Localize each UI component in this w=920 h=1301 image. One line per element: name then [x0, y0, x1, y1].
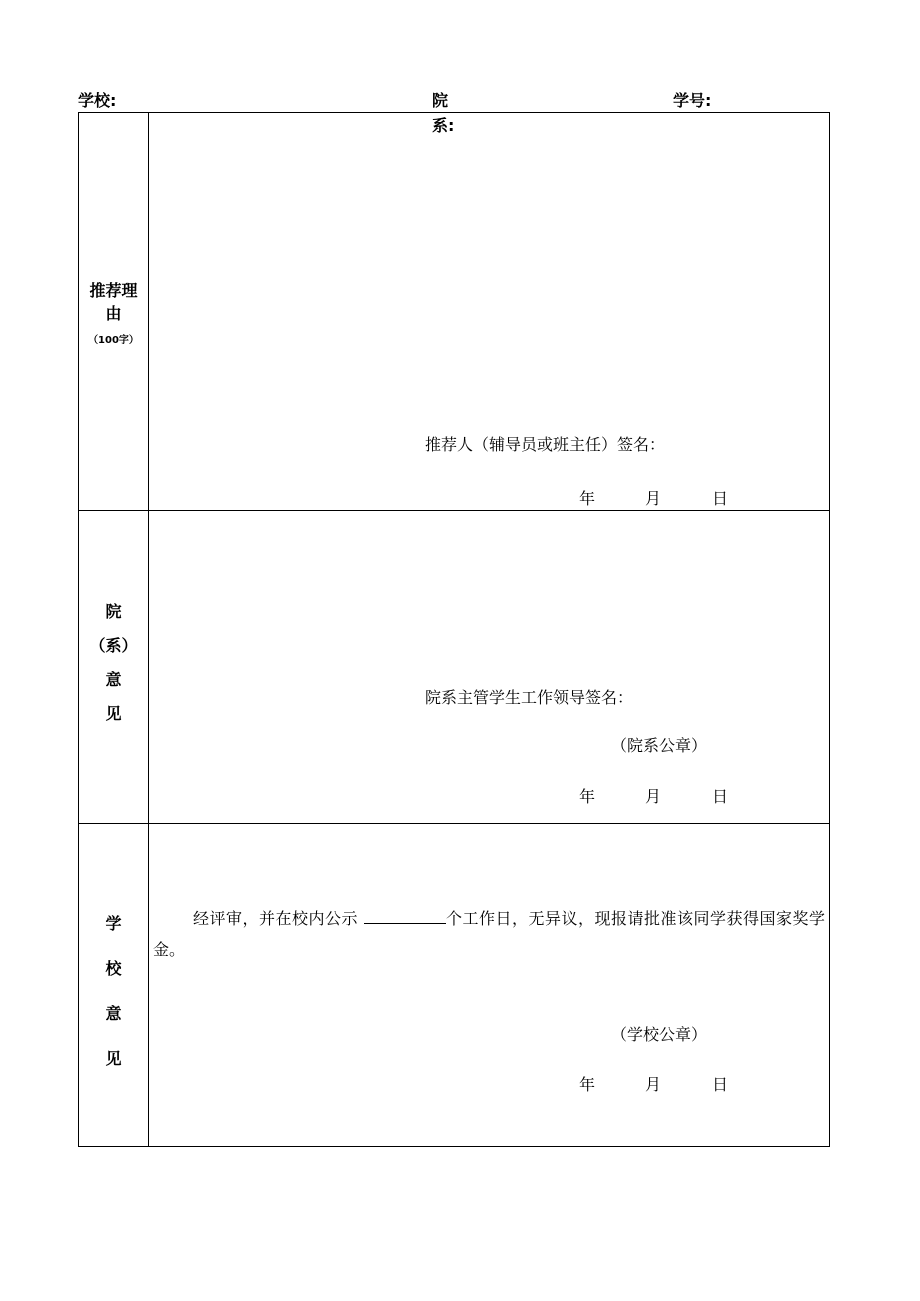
student-id-label: 学号: [673, 91, 712, 110]
school-date-month: 月 [645, 1075, 662, 1094]
department-date-day: 日 [712, 787, 729, 806]
department-opinion-label-3: 意 [105, 670, 122, 689]
department-date-month: 月 [645, 787, 662, 806]
school-opinion-label-1: 学 [105, 914, 122, 933]
department-seal-label: （院系公章） [611, 736, 708, 755]
review-text-before: 经评审，并在校内公示 [193, 909, 358, 928]
recommend-date-day: 日 [712, 489, 729, 508]
column-divider [148, 113, 149, 1146]
department-opinion-label-4: 见 [105, 704, 122, 723]
recommender-signature-label: 推荐人（辅导员或班主任）签名： [425, 435, 666, 454]
recommend-reason-label-line2: 由 [105, 304, 122, 323]
school-seal-label: （学校公章） [611, 1025, 708, 1044]
school-date-day: 日 [712, 1075, 729, 1094]
recommend-reason-label-line1: 推荐理 [89, 281, 138, 300]
recommend-date-month: 月 [645, 489, 662, 508]
department-opinion-label-1: 院 [105, 602, 122, 621]
department-date-year: 年 [579, 787, 596, 806]
school-date-year: 年 [579, 1075, 596, 1094]
word-limit-note: （100字） [88, 335, 139, 346]
department-label-line1: 院 [432, 91, 449, 110]
school-label: 学校: [78, 91, 117, 110]
department-opinion-label [79, 595, 148, 731]
school-opinion-label-4: 见 [105, 1049, 122, 1068]
school-opinion-label-3: 意 [105, 1004, 122, 1023]
department-opinion-label-2: （系） [89, 636, 138, 655]
department-label-line2: 系: [432, 116, 455, 135]
review-text-after: 个工作日，无异议，现报请批准该同学获得国家奖学金。 [153, 909, 825, 959]
recommend-date-year: 年 [579, 489, 596, 508]
row-divider-2 [79, 823, 829, 824]
department-leader-signature-label: 院系主管学生工作领导签名： [425, 688, 634, 707]
form-table [78, 112, 830, 1147]
school-review-statement [153, 903, 825, 965]
public-notice-days-blank[interactable] [364, 905, 446, 924]
recommend-reason-label [79, 279, 148, 352]
school-opinion-label [79, 901, 148, 1081]
school-opinion-label-2: 校 [105, 959, 122, 978]
